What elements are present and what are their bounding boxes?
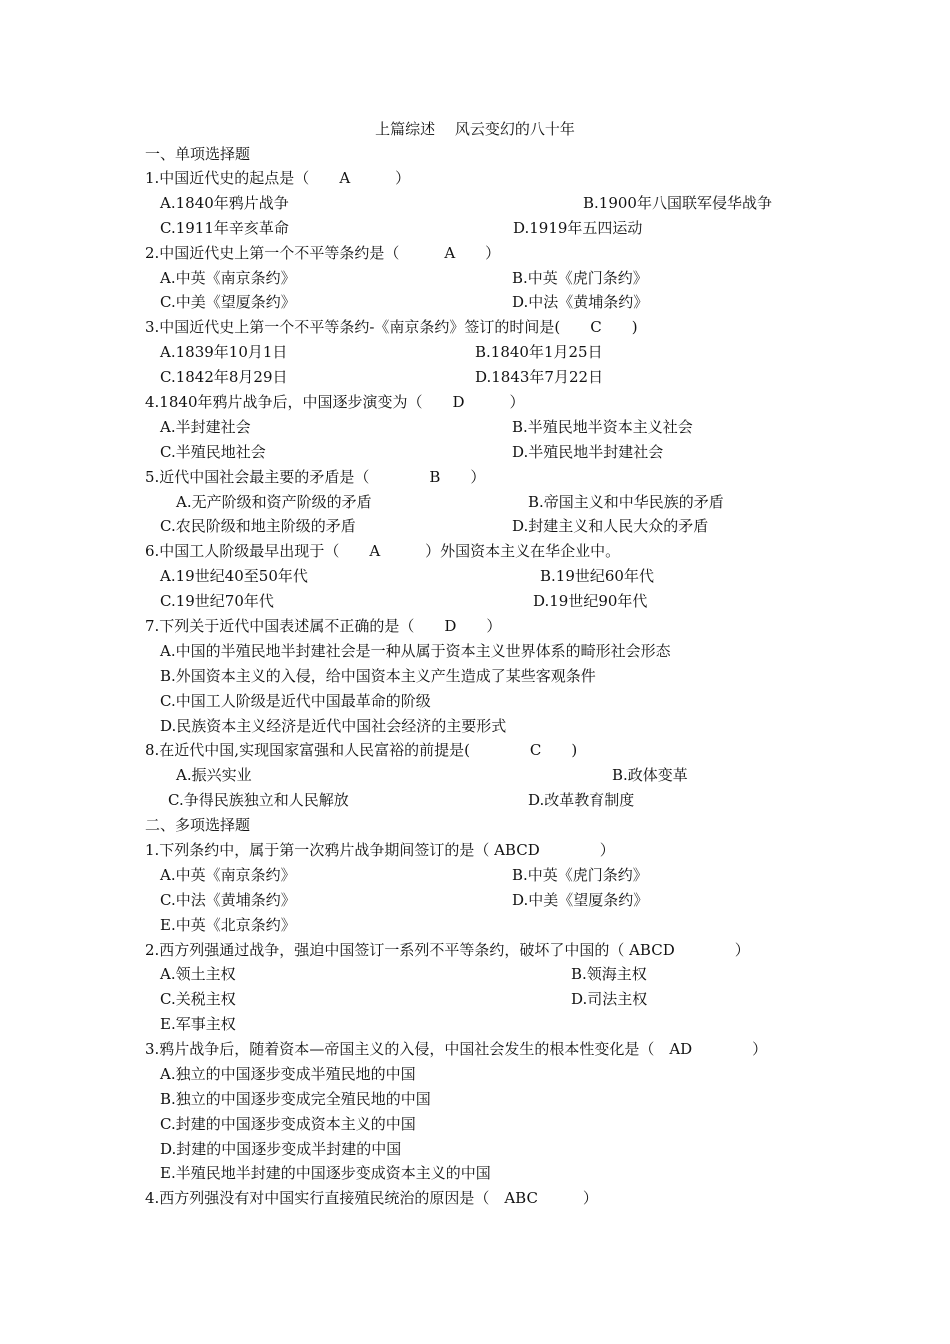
option: B.1900年八国联军侵华战争 [583, 194, 772, 212]
option: D.封建主义和人民大众的矛盾 [512, 517, 709, 535]
option: B.领海主权 [571, 965, 647, 983]
option: C.关税主权 [160, 990, 236, 1008]
option: B.外国资本主义的入侵，给中国资本主义产生造成了某些客观条件 [160, 667, 596, 685]
option: A.中英《南京条约》 [160, 269, 296, 287]
page-title: 上篇综述 风云变幻的八十年 [375, 120, 575, 138]
question-stem: 3.鸦片战争后，随着资本—帝国主义的入侵，中国社会发生的根本性变化是（ AD ） [145, 1040, 768, 1058]
option: D.民族资本主义经济是近代中国社会经济的主要形式 [160, 717, 507, 735]
option: B.中英《虎门条约》 [512, 866, 648, 884]
option: C.中美《望厦条约》 [160, 293, 296, 311]
option: E.军事主权 [160, 1015, 236, 1033]
option: A.中国的半殖民地半封建社会是一种从属于资本主义世界体系的畸形社会形态 [160, 642, 671, 660]
option: A.1840年鸦片战争 [160, 194, 289, 212]
option: E.中英《北京条约》 [160, 916, 296, 934]
option: D.司法主权 [571, 990, 648, 1008]
option: C.农民阶级和地主阶级的矛盾 [160, 517, 356, 535]
option: E.半殖民地半封建的中国逐步变成资本主义的中国 [160, 1164, 491, 1182]
option: D.中法《黄埔条约》 [512, 293, 649, 311]
option: C.封建的中国逐步变成资本主义的中国 [160, 1115, 416, 1133]
option: A.领土主权 [160, 965, 236, 983]
option: C.争得民族独立和人民解放 [168, 791, 349, 809]
question-stem: 7.下列关于近代中国表述属不正确的是（ D ） [145, 617, 502, 635]
option: C.中法《黄埔条约》 [160, 891, 296, 909]
option: C.1842年8月29日 [160, 368, 288, 386]
option: D.19世纪90年代 [533, 592, 648, 610]
question-stem: 4.1840年鸦片战争后，中国逐步演变为（ D ） [145, 393, 525, 411]
question-stem: 1.中国近代史的起点是（ A ） [145, 169, 411, 187]
option: A.中英《南京条约》 [160, 866, 296, 884]
option: B.独立的中国逐步变成完全殖民地的中国 [160, 1090, 431, 1108]
option: D.1919年五四运动 [513, 219, 643, 237]
question-stem: 3.中国近代史上第一个不平等条约-《南京条约》签订的时间是( C ) [145, 318, 638, 336]
option: B.政体变革 [612, 766, 688, 784]
option: C.1911年辛亥革命 [160, 219, 289, 237]
question-stem: 2.中国近代史上第一个不平等条约是（ A ） [145, 244, 501, 262]
option: D.1843年7月22日 [475, 368, 604, 386]
option: D.封建的中国逐步变成半封建的中国 [160, 1140, 402, 1158]
question-stem: 2.西方列强通过战争，强迫中国签订一系列不平等条约，破坏了中国的（ ABCD ） [145, 941, 750, 959]
option: B.帝国主义和中华民族的矛盾 [528, 493, 724, 511]
option: B.19世纪60年代 [540, 567, 654, 585]
question-stem: 4.西方列强没有对中国实行直接殖民统治的原因是（ ABC ） [145, 1189, 598, 1207]
question-stem: 5.近代中国社会最主要的矛盾是（ B ） [145, 468, 486, 486]
option: C.19世纪70年代 [160, 592, 274, 610]
option: D.中美《望厦条约》 [512, 891, 649, 909]
option: A.无产阶级和资产阶级的矛盾 [176, 493, 372, 511]
option: C.半殖民地社会 [160, 443, 266, 461]
section-heading-single-choice: 一、单项选择题 [145, 145, 251, 163]
question-stem: 6.中国工人阶级最早出现于（ A ）外国资本主义在华企业中。 [145, 542, 621, 560]
question-stem: 1.下列条约中，属于第一次鸦片战争期间签订的是（ ABCD ） [145, 841, 615, 859]
option: A.半封建社会 [160, 418, 251, 436]
option: B.1840年1月25日 [475, 343, 603, 361]
option: D.改革教育制度 [528, 791, 635, 809]
option: B.中英《虎门条约》 [512, 269, 648, 287]
option: A.振兴实业 [176, 766, 252, 784]
option: C.中国工人阶级是近代中国最革命的阶级 [160, 692, 431, 710]
option: A.1839年10月1日 [160, 343, 288, 361]
section-heading-multiple-choice: 二、多项选择题 [145, 816, 251, 834]
option: A.19世纪40至50年代 [160, 567, 308, 585]
option: B.半殖民地半资本主义社会 [512, 418, 693, 436]
option: D.半殖民地半封建社会 [512, 443, 664, 461]
question-stem: 8.在近代中国,实现国家富强和人民富裕的前提是( C ) [145, 741, 578, 759]
option: A.独立的中国逐步变成半殖民地的中国 [160, 1065, 416, 1083]
